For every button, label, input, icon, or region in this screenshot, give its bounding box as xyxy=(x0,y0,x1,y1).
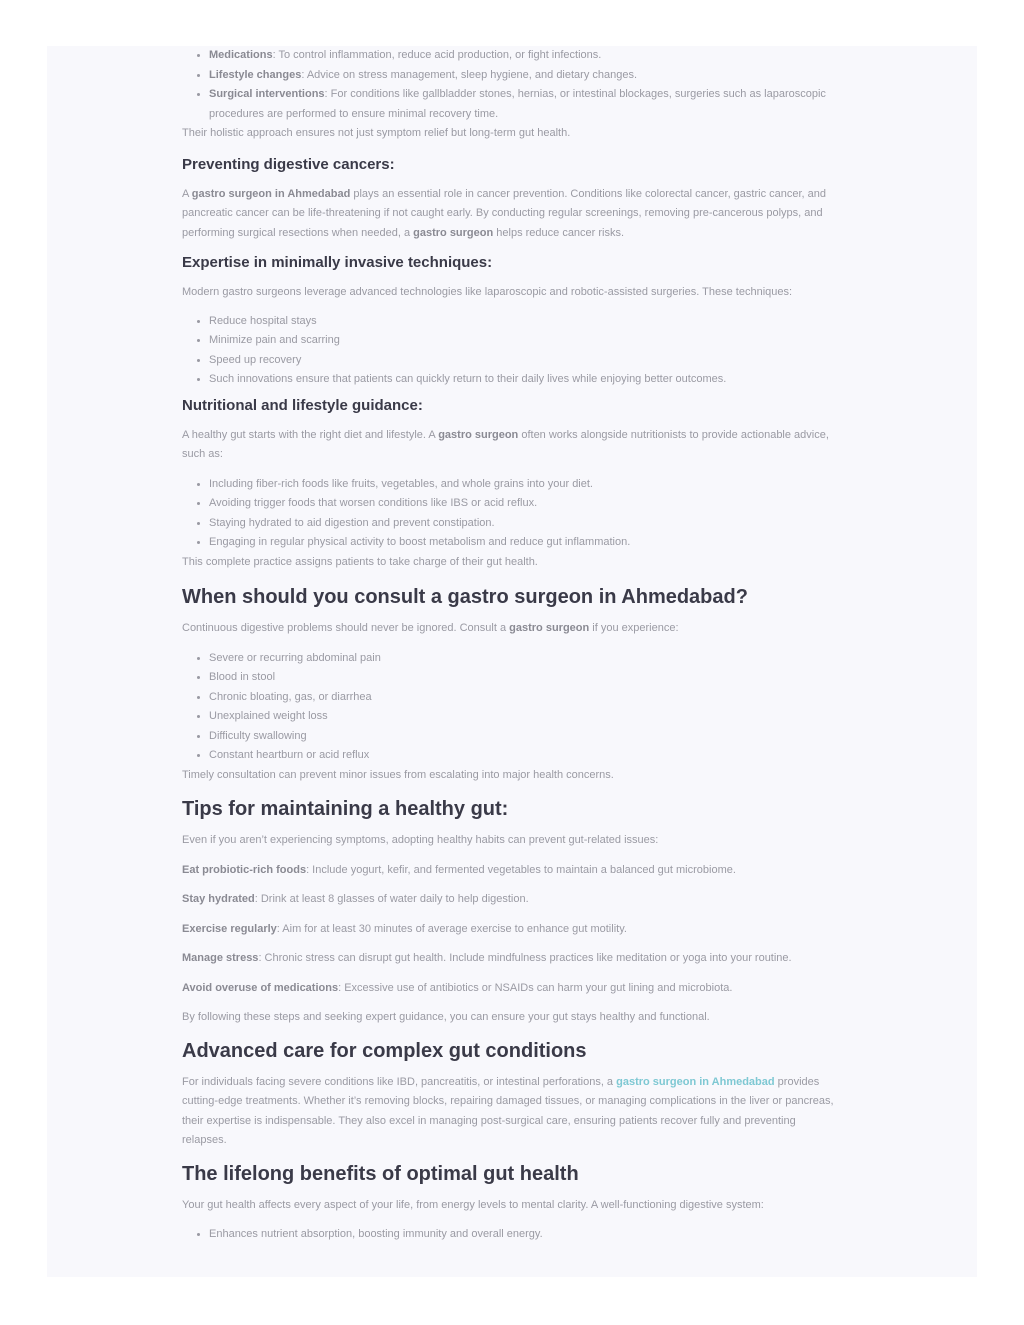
heading-cancer: Preventing digestive cancers: xyxy=(182,155,395,173)
paragraph-lifelong: Your gut health affects every aspect of your life, from energy levels to mental clarity. A well-functioning digestive system: xyxy=(182,1198,764,1211)
list-item: • Medications: To control inflammation, reduce acid production, or fight infections. xyxy=(209,46,842,66)
list-item: • Staying hydrated to aid digestion and prevent constipation. xyxy=(209,514,842,534)
treatment-list xyxy=(182,46,842,124)
holistic-note: Their holistic approach ensures not just symptom relief but long-term gut health. xyxy=(182,127,571,139)
tips-outro: By following these steps and seeking expert guidance, you can ensure your gut stays healthy and functional. xyxy=(182,1011,710,1023)
nutrition-outro: This complete practice assigns patients to take charge of their gut health. xyxy=(182,555,538,568)
nutrition-list xyxy=(182,475,842,553)
list-item: • Reduce hospital stays xyxy=(209,312,842,332)
list-item: • Minimize pain and scarring xyxy=(209,331,842,351)
paragraph-advanced: For individuals facing severe conditions like IBD, pancreatitis, or intestinal perforations, a gastro surgeon in Ahmedabad provides cutting-edge treatments. Whether it’s removing blocks, repairing damaged tissues, or managing complications in the liver or pancreas, their expertise is indispensable. They also excel in managing post-surgical care, ensuring patients recover fully and preventing relapses. xyxy=(182,1075,834,1146)
heading-advanced: Advanced care for complex gut conditions xyxy=(182,1039,587,1062)
minimally-list xyxy=(182,312,842,390)
list-item: • Difficulty swallowing xyxy=(209,727,842,747)
heading-nutrition: Nutritional and lifestyle guidance: xyxy=(182,396,423,414)
list-item: • Chronic bloating, gas, or diarrhea xyxy=(209,688,842,708)
list-item: • Blood in stool xyxy=(209,668,842,688)
symptom-list xyxy=(182,649,842,766)
tip-item: Stay hydrated: Drink at least 8 glasses of water daily to help digestion. xyxy=(182,893,529,905)
list-item: • Enhances nutrient absorption, boosting immunity and overall energy. xyxy=(209,1225,842,1245)
list-item: • Speed up recovery xyxy=(209,351,842,371)
list-item: • Surgical interventions: For conditions like gallbladder stones, hernias, or intestinal blockages, surgeries such as laparoscopic procedures are performed to ensure minimal recovery time. xyxy=(209,85,842,124)
list-item: • Avoiding trigger foods that worsen conditions like IBS or acid reflux. xyxy=(209,494,842,514)
article-body xyxy=(182,46,842,1245)
heading-minimally-invasive: Expertise in minimally invasive techniques: xyxy=(182,254,493,271)
list-item: • Engaging in regular physical activity to boost metabolism and reduce gut inflammation. xyxy=(209,533,842,553)
paragraph-minimally-invasive: Modern gastro surgeons leverage advanced technologies like laparoscopic and robotic-assisted surgeries. These techniques: xyxy=(182,286,793,298)
list-item: • Lifestyle changes: Advice on stress management, sleep hygiene, and dietary changes. xyxy=(209,66,842,86)
list-item: • Constant heartburn or acid reflux xyxy=(209,746,842,766)
benefits-list xyxy=(182,1225,842,1245)
paragraph-consult: Continuous digestive problems should never be ignored. Consult a gastro surgeon if you experience: xyxy=(182,622,679,634)
tip-item: Eat probiotic-rich foods: Include yogurt, kefir, and fermented vegetables to maintain a balanced gut microbiome. xyxy=(182,863,736,876)
list-item: • Unexplained weight loss xyxy=(209,707,842,727)
paragraph-nutrition: A healthy gut starts with the right diet and lifestyle. A gastro surgeon often works alongside nutritionists to provide actionable advice, such as: xyxy=(182,428,829,460)
list-item: • Such innovations ensure that patients can quickly return to their daily lives while enjoying better outcomes. xyxy=(209,370,842,390)
list-item: • Severe or recurring abdominal pain xyxy=(209,649,842,669)
tip-item: Manage stress: Chronic stress can disrupt gut health. Include mindfulness practices like meditation or yoga into your routine. xyxy=(182,952,792,964)
tip-item: Avoid overuse of medications: Excessive use of antibiotics or NSAIDs can harm your gut lining and microbiota. xyxy=(182,981,733,994)
paragraph-cancer: A gastro surgeon in Ahmedabad plays an essential role in cancer prevention. Conditions like colorectal cancer, gastric cancer, and pancreatic cancer can be life-threatening if not caught early. By conducting regular screenings, removing pre-cancerous polyps, and performing surgical resections when needed, a gastro surgeon helps reduce cancer risks. xyxy=(182,187,827,239)
consult-outro: Timely consultation can prevent minor issues from escalating into major health concerns. xyxy=(182,768,614,781)
heading-consult: When should you consult a gastro surgeon in Ahmedabad? xyxy=(182,586,748,608)
list-item: • Including fiber-rich foods like fruits, vegetables, and whole grains into your diet. xyxy=(209,475,842,495)
paragraph-tips: Even if you aren’t experiencing symptoms, adopting healthy habits can prevent gut-related issues: xyxy=(182,834,659,846)
heading-tips: Tips for maintaining a healthy gut: xyxy=(182,798,509,820)
gastro-surgeon-link[interactable]: gastro surgeon in Ahmedabad xyxy=(616,1075,775,1088)
heading-lifelong: The lifelong benefits of optimal gut health xyxy=(182,1162,579,1185)
tip-item: Exercise regularly: Aim for at least 30 minutes of average exercise to enhance gut motility. xyxy=(182,922,627,935)
